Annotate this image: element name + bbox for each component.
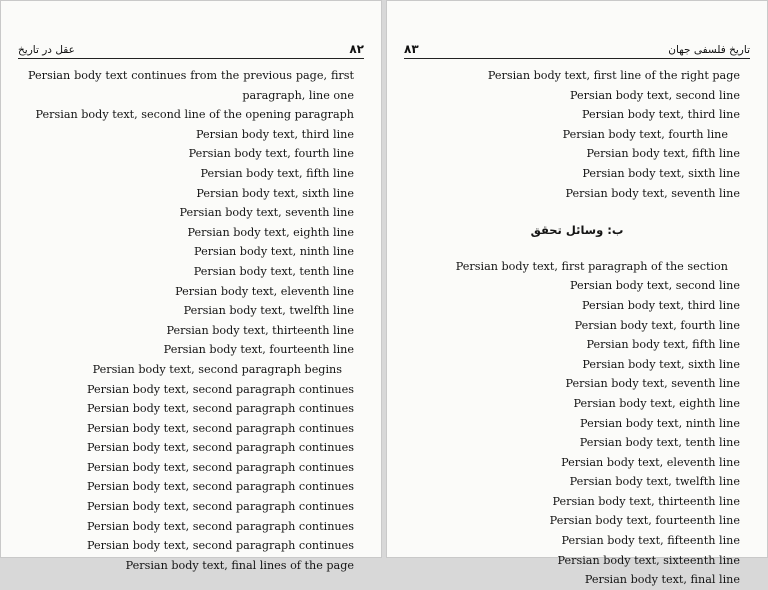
right-line: Persian body text, tenth line	[579, 436, 740, 450]
left-line: Persian body text, third line	[195, 127, 354, 141]
left-line: Persian body text, tenth line	[193, 264, 354, 278]
left-line: Persian body text, second paragraph continues	[86, 500, 354, 514]
left-line: Persian body text, fourth line	[188, 147, 354, 161]
right-page-header	[404, 40, 750, 56]
left-line: Persian body text, final lines of the page	[125, 558, 354, 572]
left-line: Persian body text, eighth line	[187, 225, 354, 239]
left-line: Persian body text, second paragraph continues	[86, 539, 354, 553]
right-line: Persian body text, fifth line	[586, 147, 740, 161]
right-line: Persian body text, fifteenth line	[561, 534, 740, 548]
right-page	[386, 0, 768, 587]
right-line: Persian body text, sixth line	[582, 357, 740, 371]
right-line: Persian body text, eighth line	[573, 396, 740, 410]
left-line: Persian body text continues from the previous page, first paragraph, line one	[28, 69, 354, 102]
left-page-number: ۸۲	[349, 42, 364, 56]
section-heading: ب: وسائل تحقق	[530, 223, 624, 238]
left-page	[0, 0, 382, 572]
left-line: Persian body text, second paragraph continues	[86, 402, 354, 416]
left-line: Persian body text, second paragraph continues	[86, 480, 354, 494]
right-page-number: ۸۳	[404, 42, 419, 56]
left-line: Persian body text, sixth line	[196, 186, 354, 200]
right-line: Persian body text, thirteenth line	[552, 494, 740, 508]
right-line: Persian body text, fourth line	[574, 318, 740, 332]
right-line: Persian body text, third line	[581, 108, 740, 122]
right-line: Persian body text, eleventh line	[561, 455, 740, 469]
right-line: Persian body text, sixteenth line	[557, 553, 740, 567]
right-line: Persian body text, ninth line	[580, 416, 740, 430]
right-line: Persian body text, second line	[570, 88, 740, 102]
right-line: Persian body text, fifth line	[586, 338, 740, 352]
right-line: Persian body text, sixth line	[582, 166, 740, 180]
left-line: Persian body text, second paragraph continues	[86, 460, 354, 474]
right-line: Persian body text, first paragraph of the section	[455, 259, 728, 273]
right-running-title: تاریخ فلسفی جهان	[668, 44, 750, 56]
right-line: Persian body text, twelfth line	[569, 475, 740, 489]
left-line: Persian body text, seventh line	[179, 206, 354, 220]
right-body-text	[414, 66, 740, 590]
right-line: Persian body text, final line	[584, 573, 740, 587]
left-line: Persian body text, second paragraph continues	[86, 519, 354, 533]
right-line: Persian body text, second line	[570, 279, 740, 293]
left-line: Persian body text, fifth line	[200, 166, 354, 180]
left-line: Persian body text, thirteenth line	[166, 323, 354, 337]
right-line: Persian body text, third line	[581, 298, 740, 312]
left-line: Persian body text, ninth line	[194, 245, 354, 259]
left-line: Persian body text, eleventh line	[175, 284, 354, 298]
right-line: Persian body text, first line of the right page	[487, 69, 740, 82]
left-line: Persian body text, second paragraph continues	[86, 382, 354, 396]
left-header-rule	[18, 58, 364, 59]
right-line: Persian body text, seventh line	[565, 377, 740, 391]
left-line: Persian body text, twelfth line	[183, 304, 354, 318]
right-header-rule	[404, 58, 750, 59]
left-line: Persian body text, fourteenth line	[163, 343, 354, 357]
left-running-title: عقل در تاریخ	[18, 44, 75, 56]
right-line: Persian body text, seventh line	[565, 186, 740, 200]
left-line: Persian body text, second line of the opening paragraph	[35, 108, 354, 122]
right-line: Persian body text, fourteenth line	[549, 514, 740, 528]
left-body-text	[28, 66, 354, 575]
left-line: Persian body text, second paragraph continues	[86, 441, 354, 455]
left-page-header	[18, 40, 364, 56]
left-line: Persian body text, second paragraph continues	[86, 421, 354, 435]
left-line: Persian body text, second paragraph begins	[92, 362, 342, 376]
right-line: Persian body text, fourth line	[562, 127, 728, 141]
